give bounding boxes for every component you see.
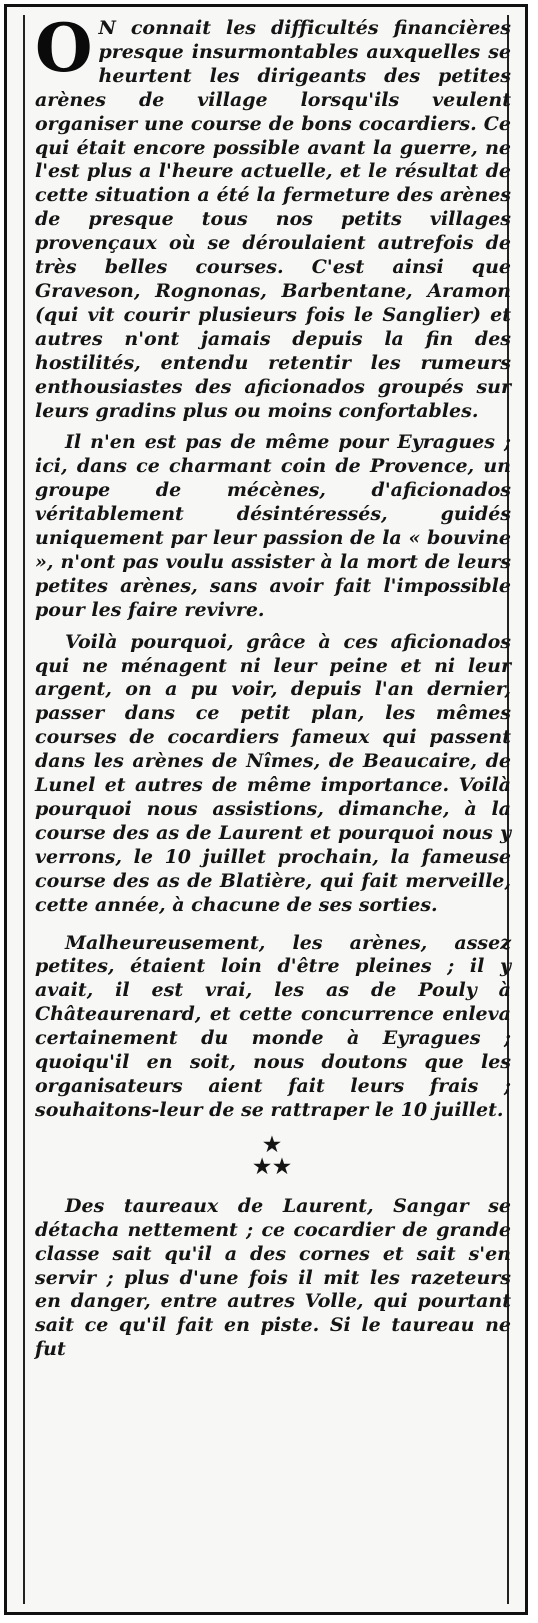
paragraph-1 [35,9,511,423]
separator-star-bottom: ★★ [253,1153,293,1178]
article-column [35,9,511,1362]
paragraph-4: Malheureusement, les arènes, assez petites, étaient loin d'être pleines ; il y avait, il est vrai, les as de Pouly à Châteaurenard, et cette concurrence enleva certainement du monde à Eyragues ; quoiqu'il en soit, nous doutons que les organisateurs aient fait leurs frais ; souhaitons-leur de se rattraper le 10 juillet. [35,931,511,1121]
column-rule-left [23,15,25,1604]
drop-cap: O [35,9,93,87]
clipping-frame [4,4,528,1615]
paragraph-2: Il n'en est pas de même pour Eyragues ; ici, dans ce charmant coin de Provence, un groupe de mécènes, d'aficionados véritablement désintéressés, guidés uniquement par leur passion de la « bouvine », n'ont pas voulu assister à la mort de leurs petites arènes, sans avoir fait l'impossible pour les faire revivre. [35,431,511,621]
paragraph-3: Voilà pourquoi, grâce à ces aficionados qui ne ménagent ni leur peine et ni leur argent, on a pu voir, depuis l'an dernier, passer dans ce petit plan, les mêmes courses de cocardiers fameux qui passent dans les arènes de Nîmes, de Beaucaire, de Lunel et autres de même importance. Voilà pourquoi nous assistions, dimanche, à la course des as de Laurent et pourquoi nous y verrons, le 10 juillet prochain, la fameuse course des as de Blatière, qui fait merveille, cette année, à chacune de ses sorties. [35,630,511,916]
section-separator [35,1133,511,1177]
paragraph-1-text: N connait les difficultés financières presque insurmontables auxquelles se heurtent les dirigeants des petites arènes de village lorsqu'ils veulent organiser une course de bons cocardiers. Ce qui était encore possible avant la guerre, ne l'est plus a l'heure actuelle, et le résultat de cette situation a été la fermeture des arènes de presque tous nos petits villages provençaux où se déroulaient autrefois de très belles courses. C'est ainsi que Graveson, Rognonas, Barbentane, Aramon (qui vit courir plusieurs fois le Sanglier) et autres n'ont jamais depuis la fin des hostilités, entendu retentir les rumeurs enthousiastes des aficionados groupés sur leurs gradins plus ou moins confortables. [35,17,511,422]
paragraph-5: Des taureaux de Laurent, Sangar se détacha nettement ; ce cocardier de grande classe sait qu'il a des cornes et sait s'en servir ; plus d'une fois il mit les razeteurs en danger, entre autres Volle, qui pourtant sait ce qu'il fait en piste. Si le taureau ne fut [35,1194,511,1361]
separator-star-top: ★ [263,1131,283,1156]
